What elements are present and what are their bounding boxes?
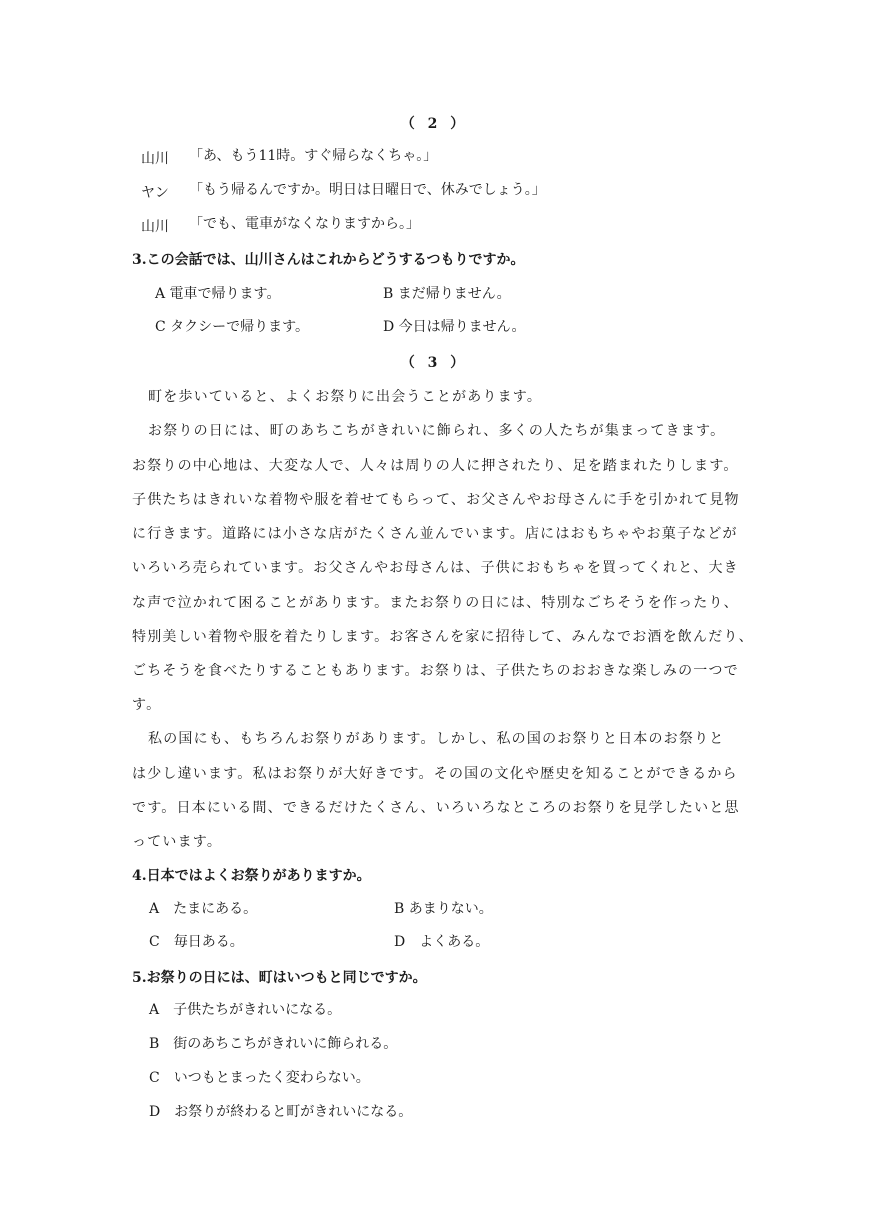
section-3-heading: （ 3 ） [400,355,469,371]
passage-line: 私の国にも、もちろんお祭りがあります。しかし、私の国のお祭りと日本のお祭りと [148,731,725,747]
passage-line: な声で泣かれて困ることがあります。またお祭りの日には、特別なごちそうを作ったり、 [132,595,739,611]
q5-option-a: A 子供たちがきれいになる。 [149,1002,342,1018]
passage-line: 町を歩いていると、よくお祭りに出会うことがあります。 [148,389,543,405]
q5-option-b: B 街のあちこちがきれいに飾られる。 [149,1036,398,1052]
passage-line: いろいろ売られています。お父さんやお母さんは、子供におもちゃを買ってくれと、大き [132,560,739,576]
q4-option-d: D よくある。 [394,934,490,950]
passage-line: お祭りの中心地は、大変な人で、人々は周りの人に押されたり、足を踏まれたりします。 [132,458,739,474]
question-5: 5.お祭りの日には、町はいつもと同じですか。 [132,970,427,986]
question-4: 4.日本ではよくお祭りがありますか。 [132,868,371,884]
dialogue-speaker: ヤン [141,185,169,201]
q4-option-a: A たまにある。 [149,901,258,917]
passage-line: っています。 [132,834,223,850]
question-3: 3.この会話では、山川さんはこれからどうするつもりですか。 [132,252,525,268]
dialogue-line: 「あ、もう11時。すぐ帰らなくちゃ。」 [189,148,438,164]
q4-option-b: B あまりない。 [394,901,493,917]
section-2-heading: （ 2 ） [400,116,469,132]
passage-line: は少し違います。私はお祭りが大好きです。その国の文化や歴史を知ることができるから [132,766,738,782]
passage-line: ごちそうを食べたりすることもあります。お祭りは、子供たちのおおきな楽しみの一つで [132,663,739,679]
dialogue-line: 「もう帰るんですか。明日は日曜日で、休みでしょう。」 [189,182,546,198]
dialogue-speaker: 山川 [141,151,169,167]
q5-option-c: C いつもとまったく変わらない。 [149,1070,370,1086]
q3-option-d: D 今日は帰りません。 [383,319,526,335]
q3-option-a: A 電車で帰ります。 [155,286,281,302]
q3-option-c: C タクシーで帰ります。 [155,319,310,335]
passage-line: お祭りの日には、町のあちこちがきれいに飾られ、多くの人たちが集まってきます。 [148,423,726,439]
dialogue-line: 「でも、電車がなくなりますから。」 [189,216,420,232]
passage-line: 子供たちはきれいな着物や服を着せてもらって、お父さんやお母さんに手を引かれて見物 [132,492,740,508]
q4-option-c: C 毎日ある。 [149,934,244,950]
passage-line: です。日本にいる間、できるだけたくさん、いろいろなところのお祭りを見学したいと思 [132,800,740,816]
passage-line: 特別美しい着物や服を着たりします。お客さんを家に招待して、みんなでお酒を飲んだり、 [132,629,754,645]
q3-option-b: B まだ帰りません。 [383,286,511,302]
passage-line: に行きます。道路には小さな店がたくさん並んでいます。店にはおもちゃやお菓子などが [132,526,738,542]
q5-option-d: D お祭りが終わると町がきれいになる。 [149,1104,413,1120]
passage-line: す。 [132,697,162,713]
dialogue-speaker: 山川 [141,219,169,235]
